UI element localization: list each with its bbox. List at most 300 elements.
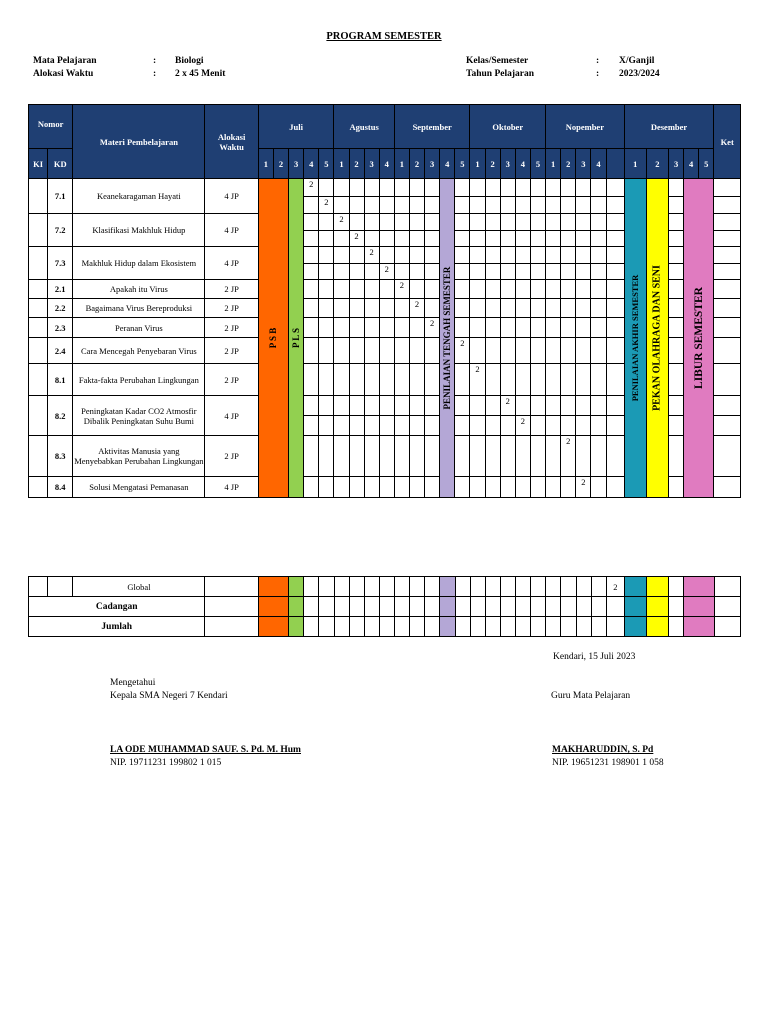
cell-week — [409, 196, 424, 214]
cell-week — [561, 364, 576, 396]
cell-alokasi: 2 JP — [205, 364, 258, 396]
cell-week — [379, 299, 394, 318]
cell-week — [530, 364, 545, 396]
header-week: 4 — [440, 149, 455, 179]
cell-ki — [29, 338, 48, 364]
cell-week — [409, 230, 424, 247]
cell-week — [485, 338, 500, 364]
cell-week — [364, 230, 379, 247]
cell-week — [576, 577, 591, 597]
cell-week — [334, 416, 349, 436]
header-week: 1 — [546, 149, 561, 179]
cell-kd: 7.3 — [48, 247, 73, 280]
cell-week — [500, 214, 515, 231]
band-libur-cell — [684, 597, 714, 617]
cell-week-mark: 2 — [349, 230, 364, 247]
cell-week — [485, 230, 500, 247]
cell-week — [561, 196, 576, 214]
cell-week — [546, 230, 561, 247]
cell-week — [395, 617, 410, 637]
cell-week — [606, 364, 624, 396]
cell-week — [485, 196, 500, 214]
cell-week — [669, 364, 684, 396]
cell-week — [425, 477, 440, 498]
cell-week — [364, 577, 379, 597]
cell-week — [515, 247, 530, 264]
cell-week — [349, 416, 364, 436]
row-global — [29, 577, 741, 597]
cell-global-label: Global — [73, 577, 205, 597]
cell-week — [500, 318, 515, 338]
cell-alokasi: 4 JP — [205, 214, 258, 247]
cell-week — [319, 477, 334, 498]
cell-ki — [29, 214, 48, 247]
cell-week — [319, 436, 334, 477]
cell-week — [530, 247, 545, 264]
cell-week — [304, 436, 319, 477]
summary-table — [28, 576, 741, 637]
cell-week — [470, 597, 485, 617]
cell-week — [530, 318, 545, 338]
cell-week — [319, 230, 334, 247]
header-week: 4 — [591, 149, 606, 179]
cell-alokasi: 4 JP — [205, 179, 258, 214]
cell-week — [409, 247, 424, 264]
cell-week — [394, 214, 409, 231]
cell-materi: Bagaimana Virus Bereproduksi — [73, 299, 205, 318]
meta-label-alokasi: Alokasi Waktu — [33, 69, 94, 79]
cell-week — [546, 396, 561, 416]
band-pls-label: P L S — [291, 327, 302, 349]
cell-kd: 8.1 — [48, 364, 73, 396]
cell-week-mark: 2 — [576, 477, 591, 498]
cell-week — [606, 396, 624, 416]
header-month: Agustus — [334, 105, 394, 149]
band-psb-cell — [258, 617, 288, 637]
header-week: 2 — [485, 149, 500, 179]
cell-week — [669, 617, 684, 637]
cell-week — [334, 477, 349, 498]
header-alokasi: Alokasi Waktu — [205, 105, 258, 179]
cell-week — [319, 179, 334, 197]
cell-week — [394, 179, 409, 197]
cell-week — [319, 597, 334, 617]
cell-week — [334, 436, 349, 477]
cell-week — [515, 196, 530, 214]
cell-week — [455, 280, 470, 299]
band-pos-label: PEKAN OLAHRAGA DAN SENI — [651, 265, 663, 411]
cell-week-mark: 2 — [319, 196, 334, 214]
cell-week — [409, 436, 424, 477]
cell-week — [379, 338, 394, 364]
cell-week — [500, 196, 515, 214]
cell-week — [379, 597, 394, 617]
header-week: 1 — [470, 149, 485, 179]
cell-ket — [714, 597, 740, 617]
cell-week — [669, 247, 684, 264]
cell-week — [546, 299, 561, 318]
cell-week — [455, 230, 470, 247]
cell-week — [425, 196, 440, 214]
cell-week — [349, 617, 364, 637]
band-psb — [258, 179, 288, 498]
cell-week — [470, 280, 485, 299]
cell-week — [531, 597, 546, 617]
cell-week — [470, 617, 485, 637]
cell-week — [591, 577, 606, 597]
cell-week — [485, 416, 500, 436]
cell-week — [515, 396, 530, 416]
cell-week — [546, 338, 561, 364]
cell-week — [319, 247, 334, 264]
cell-week — [576, 597, 591, 617]
cell-materi: Solusi Mengatasi Pemanasan — [73, 477, 205, 498]
cell-week — [409, 364, 424, 396]
cell-week — [516, 617, 531, 637]
cell-week — [470, 196, 485, 214]
cell-week — [546, 196, 561, 214]
cell-week — [561, 338, 576, 364]
cell-week — [334, 364, 349, 396]
cell-ket — [714, 179, 741, 197]
cell-week — [379, 214, 394, 231]
cell-week-mark: 2 — [515, 416, 530, 436]
cell-week — [425, 230, 440, 247]
cell-ket — [714, 338, 741, 364]
cell-week — [591, 263, 606, 280]
cell-week — [349, 338, 364, 364]
cell-week — [546, 179, 561, 197]
cell-week — [546, 577, 561, 597]
cell-week — [591, 318, 606, 338]
cell-week — [530, 396, 545, 416]
cell-week — [379, 577, 394, 597]
header-week: 4 — [684, 149, 699, 179]
cell-week-mark: 2 — [455, 338, 470, 364]
cell-week — [591, 214, 606, 231]
cell-materi: Cara Mencegah Penyebaran Virus — [73, 338, 205, 364]
cell-week — [516, 597, 531, 617]
cell-week — [485, 597, 500, 617]
cell-week — [394, 196, 409, 214]
cell-week — [425, 364, 440, 396]
cell-ket — [714, 364, 741, 396]
band-libur — [684, 179, 714, 498]
cell-week — [379, 617, 394, 637]
cell-week — [455, 577, 470, 597]
sign-right-line: Guru Mata Pelajaran — [551, 691, 631, 701]
cell-week — [530, 280, 545, 299]
cell-week — [500, 230, 515, 247]
cell-week — [485, 396, 500, 416]
header-week: 3 — [500, 149, 515, 179]
cell-week — [364, 299, 379, 318]
header-week: 5 — [699, 149, 714, 179]
cell-week — [561, 318, 576, 338]
cell-week — [349, 436, 364, 477]
cell-ki — [29, 318, 48, 338]
cell-ki — [29, 247, 48, 280]
cell-week — [364, 263, 379, 280]
cell-week — [500, 436, 515, 477]
cell-week — [409, 416, 424, 436]
header-week: 1 — [394, 149, 409, 179]
band-pos — [646, 179, 668, 498]
cell-week — [304, 338, 319, 364]
cell-week — [561, 416, 576, 436]
cell-week — [395, 597, 410, 617]
place-date: Kendari, 15 Juli 2023 — [553, 652, 636, 662]
cell-week — [485, 477, 500, 498]
meta-sep: : — [153, 56, 157, 66]
cell-week — [576, 263, 591, 280]
cell-week — [530, 179, 545, 197]
cell-week — [409, 179, 424, 197]
sign-left-name: LA ODE MUHAMMAD SAUF. S. Pd. M. Hum — [110, 745, 301, 755]
cell-ket — [714, 230, 741, 247]
band-psb-cell — [258, 577, 288, 597]
cell-week — [591, 597, 606, 617]
cell-ket — [714, 577, 740, 597]
cell-ket — [714, 436, 741, 477]
cell-week — [334, 247, 349, 264]
cell-week-mark: 2 — [606, 577, 624, 597]
cell-kd: 7.1 — [48, 179, 73, 214]
cell-week — [576, 299, 591, 318]
cell-week — [561, 179, 576, 197]
cell-ki — [29, 436, 48, 477]
cell-week — [606, 247, 624, 264]
cell-week — [576, 416, 591, 436]
cell-week — [425, 396, 440, 416]
cell-week — [455, 477, 470, 498]
meta-label-mapel: Mata Pelajaran — [33, 56, 97, 66]
cell-week — [319, 364, 334, 396]
header-week: 5 — [530, 149, 545, 179]
cell-materi: Apakah itu Virus — [73, 280, 205, 299]
band-pas — [624, 179, 646, 498]
cell-week — [334, 617, 349, 637]
cell-week — [669, 263, 684, 280]
cell-week — [379, 196, 394, 214]
cell-week — [304, 196, 319, 214]
band-pls-cell — [289, 617, 304, 637]
cell-week — [470, 179, 485, 197]
sign-left-line1: Mengetahui — [110, 678, 156, 688]
cell-jumlah-label: Jumlah — [29, 617, 205, 637]
cell-week — [669, 396, 684, 416]
cell-week — [364, 338, 379, 364]
cell-alokasi: 2 JP — [205, 338, 258, 364]
cell-materi: Peningkatan Kadar CO2 Atmosfir Dibalik Peningkatan Suhu Bumi — [73, 396, 205, 436]
header-week: 4 — [379, 149, 394, 179]
cell-ket — [714, 263, 741, 280]
cell-week — [334, 597, 349, 617]
header-ket: Ket — [714, 105, 741, 179]
cell-week — [349, 364, 364, 396]
meta-sep: : — [596, 56, 600, 66]
cell-week — [425, 617, 440, 637]
band-pts-cell — [440, 577, 455, 597]
cell-week — [669, 230, 684, 247]
meta-value-kelas: X/Ganjil — [619, 56, 655, 66]
header-week: 4 — [304, 149, 319, 179]
cell-week — [425, 436, 440, 477]
cell-week — [561, 299, 576, 318]
cell-week — [561, 597, 576, 617]
cell-kd — [48, 577, 73, 597]
cell-week — [500, 338, 515, 364]
cell-week — [531, 617, 546, 637]
cell-week — [530, 230, 545, 247]
band-pts-cell — [440, 617, 455, 637]
cell-week-mark: 2 — [561, 436, 576, 477]
cell-week — [364, 416, 379, 436]
cell-week — [470, 577, 485, 597]
cell-week — [515, 263, 530, 280]
cell-week — [364, 214, 379, 231]
meta-value-mapel: Biologi — [175, 56, 204, 66]
cell-week — [531, 577, 546, 597]
cell-week — [379, 364, 394, 396]
cell-week — [485, 364, 500, 396]
cell-week — [669, 436, 684, 477]
cell-week — [425, 577, 440, 597]
header-week: 2 — [646, 149, 668, 179]
cell-week — [349, 577, 364, 597]
sign-right-name: MAKHARUDDIN, S. Pd — [552, 745, 654, 755]
cell-week — [304, 577, 319, 597]
cell-week — [334, 299, 349, 318]
cell-week — [500, 617, 515, 637]
cell-week — [591, 436, 606, 477]
cell-week — [319, 577, 334, 597]
cell-week — [530, 214, 545, 231]
cell-week — [485, 179, 500, 197]
cell-week — [515, 318, 530, 338]
header-month: Nopember — [546, 105, 625, 149]
cell-week — [561, 617, 576, 637]
cell-week — [576, 396, 591, 416]
cell-week — [455, 263, 470, 280]
cell-week — [546, 263, 561, 280]
cell-week — [304, 247, 319, 264]
cell-week — [334, 396, 349, 416]
cell-week — [349, 214, 364, 231]
cell-kd: 2.4 — [48, 338, 73, 364]
cell-ki — [29, 280, 48, 299]
cell-week — [394, 477, 409, 498]
cell-week — [319, 280, 334, 299]
cell-week — [425, 263, 440, 280]
cell-week — [576, 214, 591, 231]
cell-week — [500, 577, 515, 597]
cell-kd: 8.2 — [48, 396, 73, 436]
cell-week — [364, 396, 379, 416]
cell-week — [669, 214, 684, 231]
cell-alokasi — [205, 617, 258, 637]
cell-week — [470, 318, 485, 338]
band-psb-cell — [258, 597, 288, 617]
cell-week — [349, 196, 364, 214]
cell-week — [410, 577, 425, 597]
cell-week — [485, 263, 500, 280]
cell-week — [470, 436, 485, 477]
cell-week — [591, 364, 606, 396]
band-pas-cell — [624, 577, 646, 597]
cell-week — [394, 416, 409, 436]
cell-week — [409, 263, 424, 280]
cell-alokasi — [205, 577, 258, 597]
cell-alokasi: 2 JP — [205, 280, 258, 299]
cell-week — [319, 263, 334, 280]
cell-week — [576, 617, 591, 637]
cell-week — [576, 196, 591, 214]
header-materi: Materi Pembelajaran — [73, 105, 205, 179]
cell-week — [515, 338, 530, 364]
header-week: 1 — [624, 149, 646, 179]
cell-week — [304, 263, 319, 280]
cell-week — [530, 263, 545, 280]
cell-week — [669, 179, 684, 197]
header-week: 2 — [561, 149, 576, 179]
cell-week — [304, 477, 319, 498]
cell-week — [546, 617, 561, 637]
cell-ki — [29, 396, 48, 436]
cell-kd: 2.2 — [48, 299, 73, 318]
cell-cadangan-label: Cadangan — [29, 597, 205, 617]
band-psb-label: P S B — [268, 327, 279, 349]
cell-kd: 2.3 — [48, 318, 73, 338]
cell-week — [591, 396, 606, 416]
cell-week — [485, 280, 500, 299]
cell-week — [530, 477, 545, 498]
header-month: Juli — [258, 105, 334, 149]
header-week: 5 — [319, 149, 334, 179]
cell-ket — [714, 318, 741, 338]
header-row-months — [29, 105, 741, 149]
cell-week — [425, 214, 440, 231]
cell-week — [515, 436, 530, 477]
cell-ket — [714, 416, 741, 436]
cell-ket — [714, 247, 741, 264]
cell-week — [591, 338, 606, 364]
cell-week — [485, 299, 500, 318]
cell-week — [349, 597, 364, 617]
cell-kd: 2.1 — [48, 280, 73, 299]
cell-week — [561, 577, 576, 597]
cell-week — [394, 396, 409, 416]
cell-ki — [29, 477, 48, 498]
band-pas-label: PENILAIAN AKHIR SEMESTER — [630, 274, 641, 402]
cell-week — [576, 247, 591, 264]
band-pas-cell — [624, 597, 646, 617]
cell-week — [349, 280, 364, 299]
header-week: 3 — [425, 149, 440, 179]
cell-week — [304, 318, 319, 338]
cell-week — [379, 416, 394, 436]
cell-week — [349, 299, 364, 318]
cell-week — [669, 338, 684, 364]
cell-week — [455, 247, 470, 264]
cell-ket — [714, 299, 741, 318]
header-week: 2 — [409, 149, 424, 179]
cell-week — [334, 318, 349, 338]
cell-week — [470, 477, 485, 498]
band-pts-cell — [440, 597, 455, 617]
table-row — [29, 179, 741, 197]
cell-week — [669, 318, 684, 338]
